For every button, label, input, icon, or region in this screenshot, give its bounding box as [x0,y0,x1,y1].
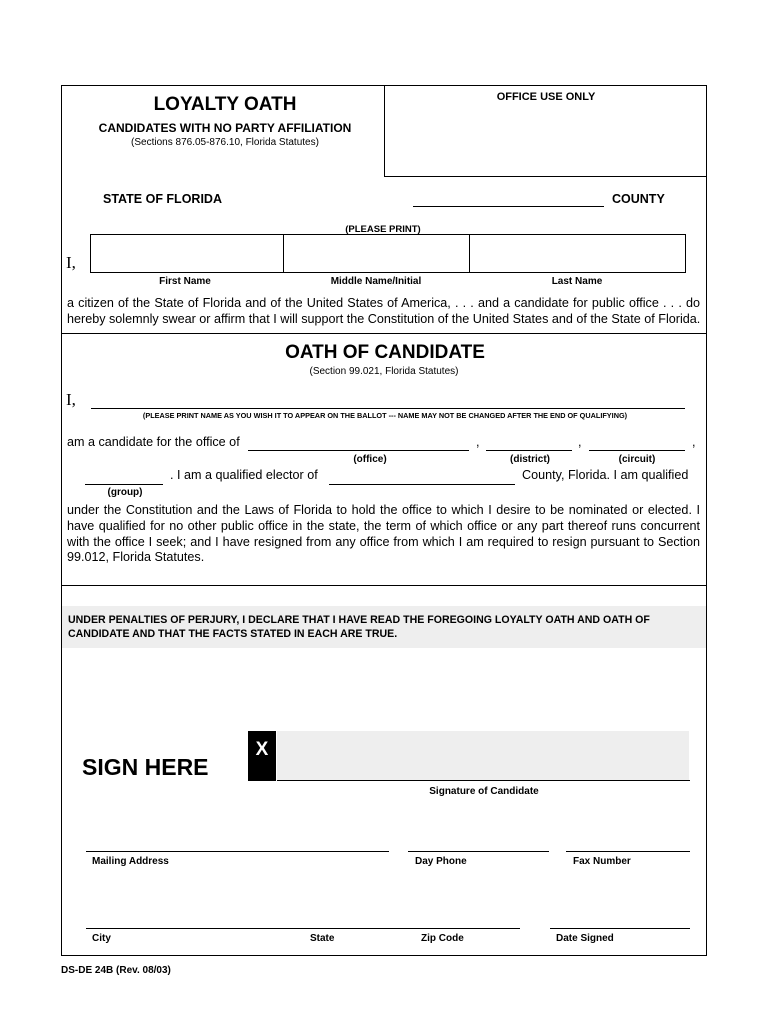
section-divider-1 [61,333,707,334]
middle-name-label: Middle Name/Initial [330,276,422,287]
fax-number-label: Fax Number [573,856,631,867]
elector-text: . I am a qualified elector of [170,468,318,482]
comma-1: , [476,435,480,449]
county-label: COUNTY [612,192,665,206]
day-phone-line [408,851,549,852]
oath-i-label: I, [66,390,76,409]
comma-2: , [578,435,582,449]
circuit-line [589,450,685,451]
circuit-input[interactable] [589,434,684,449]
elector-county-input[interactable] [329,468,514,483]
oath-paragraph-line-4: 99.012, Florida Statutes. [67,550,205,564]
perjury-line-2: CANDIDATE AND THAT THE FACTS STATED IN EACH ARE TRUE. [68,628,398,640]
district-sublabel: (district) [510,454,550,465]
i-label: I, [66,253,76,272]
signature-field[interactable] [277,731,689,780]
name-box-divider-1 [283,234,284,273]
date-signed-input[interactable] [550,912,689,927]
group-input[interactable] [85,468,162,483]
signature-x-marker: X [248,731,276,781]
date-signed-label: Date Signed [556,933,614,944]
elector-county-line [329,484,515,485]
form-subtitle: CANDIDATES WITH NO PARTY AFFILIATION [98,121,352,135]
oath-statute: (Section 99.021, Florida Statutes) [309,366,459,377]
state-label: STATE OF FLORIDA [103,192,222,206]
signature-line [277,780,690,781]
statutes-reference: (Sections 876.05-876.10, Florida Statutes) [131,137,319,148]
office-use-bottom [384,176,706,177]
ballot-name-input[interactable] [91,393,683,407]
sign-here-label: SIGN HERE [82,754,209,780]
office-use-label: OFFICE USE ONLY [496,91,596,103]
group-line [85,484,163,485]
oath-paragraph-line-1: under the Constitution and the Laws of Florida to hold the office to which I desire to be nominated or elected. I [67,503,700,517]
oath-title: OATH OF CANDIDATE [285,342,485,363]
county-input[interactable] [413,192,603,205]
district-line [486,450,572,451]
last-name-input[interactable] [471,236,683,271]
city-state-zip-input[interactable] [86,912,518,927]
circuit-sublabel: (circuit) [618,454,656,465]
fax-number-line [566,851,690,852]
office-text: am a candidate for the office of [67,435,240,449]
district-input[interactable] [486,434,571,449]
form-title: LOYALTY OATH [153,94,297,115]
name-box-divider-2 [469,234,470,273]
day-phone-label: Day Phone [415,856,467,867]
office-use-divider [384,86,385,176]
oath-paragraph-line-3: with the office I seek; and I have resigned from any office from which I am required to resign pursuant to Section [67,535,700,549]
mailing-address-input[interactable] [86,835,388,850]
first-name-label: First Name [159,276,211,287]
perjury-line-1: UNDER PENALTIES OF PERJURY, I DECLARE THAT I HAVE READ THE FOREGOING LOYALTY OATH AND OATH OF [68,614,650,626]
group-sublabel: (group) [107,487,143,498]
signature-label: Signature of Candidate [429,786,539,797]
ballot-name-line [91,408,685,409]
mailing-address-label: Mailing Address [92,856,169,867]
fax-number-input[interactable] [566,835,689,850]
office-line [248,450,469,451]
county-line [413,206,604,207]
perjury-shading [62,606,706,648]
date-signed-line [550,928,690,929]
form-id: DS-DE 24B (Rev. 08/03) [61,965,171,976]
comma-3: , [692,435,696,449]
mailing-address-line [86,851,389,852]
state-field-label: State [310,933,335,944]
please-print-label: (PLEASE PRINT) [345,224,421,235]
section-divider-2 [61,585,707,586]
loyalty-paragraph-line-1: a citizen of the State of Florida and of the United States of America, . . . and a candidate for public office . . . do [67,296,700,310]
county-florida-text: County, Florida. I am qualified [522,468,689,482]
middle-name-input[interactable] [285,236,466,271]
office-sublabel: (office) [353,454,387,465]
city-label: City [92,933,111,944]
oath-paragraph-line-2: have qualified for no other public office in the state, the term of which office or any part thereof runs concurrent [67,519,700,533]
zip-code-label: Zip Code [421,933,464,944]
last-name-label: Last Name [551,276,603,287]
city-state-zip-line [86,928,520,929]
office-input[interactable] [248,434,468,449]
day-phone-input[interactable] [408,835,548,850]
first-name-input[interactable] [92,236,281,271]
loyalty-paragraph-line-2: hereby solemnly swear or affirm that I will support the Constitution of the United States and of the State of Florida. [67,312,701,326]
ballot-name-note: (PLEASE PRINT NAME AS YOU WISH IT TO APPEAR ON THE BALLOT --- NAME MAY NOT BE CHANGED AFTER THE END OF QUALIFYING) [142,411,628,420]
